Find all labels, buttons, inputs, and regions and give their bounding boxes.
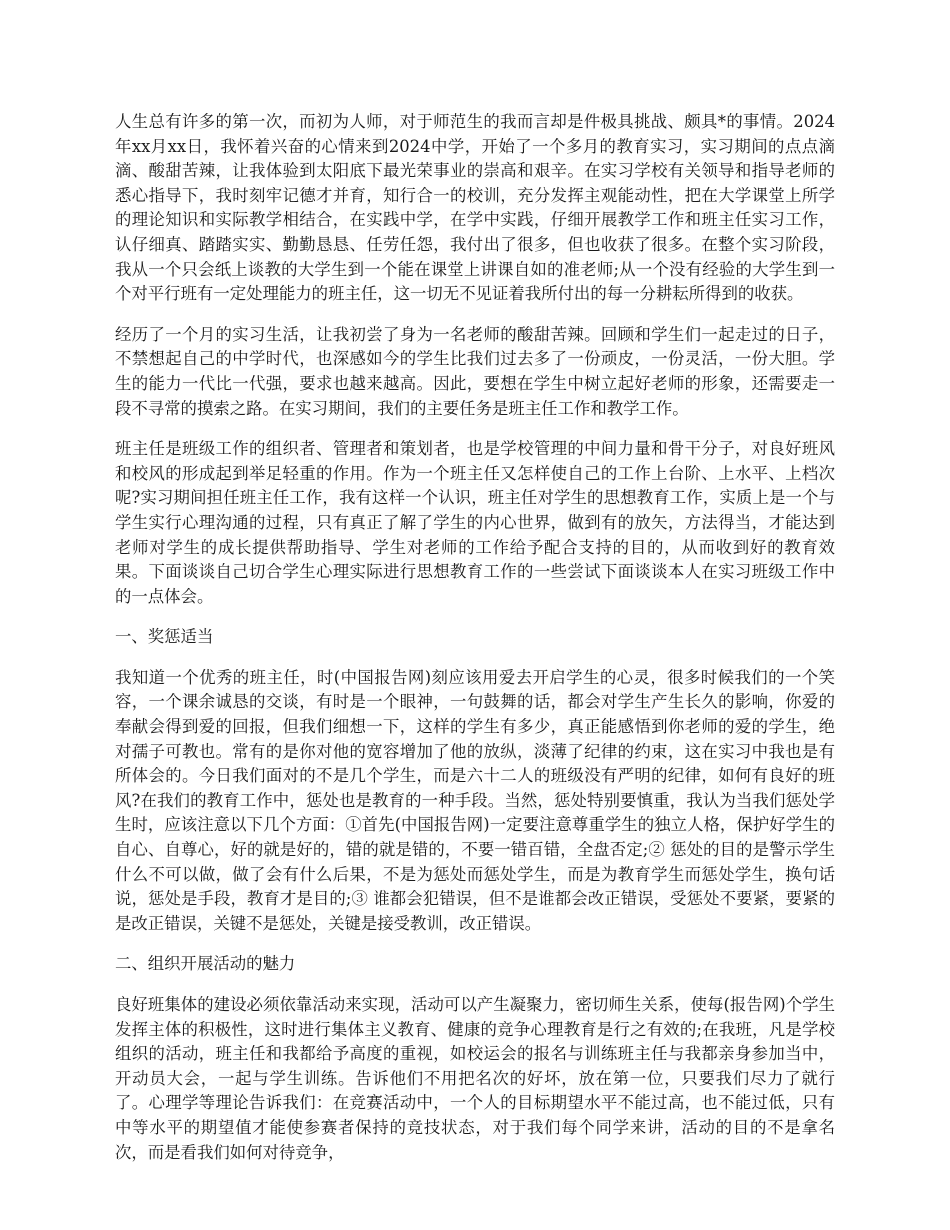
paragraph-activities: 良好班集体的建设必须依靠活动来实现，活动可以产生凝聚力，密切师生关系，使每(报告网)个学生发挥主体的积极性，这时进行集体主义教育、健康的竞争心理教育是行之有效的;在我班，凡是学校组织的活动，班主任和我都给予高度的重视，如校运会的报名与训练班主任与我都亲身参加当中，开动员大会，一起与学生训练。告诉他们不用把名次的好坏，放在第一位，只要我们尽力了就行了。心理学等理论告诉我们：在竞赛活动中，一个人的目标期望水平不能过高，也不能过低，只有中等水平的期望值才能使参赛者保持的竞技状态，对于我们每个同学来讲，活动的目的不是拿名次，而是看我们如何对待竞争， <box>115 995 835 1162</box>
section-heading-rewards-punishment: 一、奖惩适当 <box>115 627 214 647</box>
paragraph-class-teacher-role: 班主任是班级工作的组织者、管理者和策划者，也是学校管理的中间力量和骨干分子，对良好班风和校风的形成起到举足轻重的作用。作为一个班主任又怎样使自己的工作上台阶、上水平、上档次呢?实习期间担任班主任工作，我有这样一个认识，班主任对学生的思想教育工作，实质上是一个与学生实行心理沟通的过程，只有真正了解了学生的内心世界，做到有的放矢，方法得当，才能达到老师对学生的成长提供帮助指导、学生对老师的工作给予配合支持的目的，从而收到好的教育效果。下面谈谈自己切合学生心理实际进行思想教育工作的一些尝试下面谈谈本人在实习班级工作中的一点体会。 <box>115 439 835 606</box>
paragraph-rewards-punishment: 我知道一个优秀的班主任，时(中国报告网)刻应该用爱去开启学生的心灵，很多时候我们的一个笑容，一个课余诚恳的交谈，有时是一个眼神，一句鼓舞的话，都会对学生产生长久的影响，你爱的奉献会得到爱的回报，但我们细想一下，这样的学生有多少，真正能感悟到你老师的爱的学生，绝对孺子可教也。常有的是你对他的宽容增加了他的放纵，淡薄了纪律的约束，这在实习中我也是有所体会的。今日我们面对的不是几个学生，而是六十二人的班级没有严明的纪律，如何有良好的班风?在我们的教育工作中，惩处也是教育的一种手段。当然，惩处特别要慎重，我认为当我们惩处学生时，应该注意以下几个方面：①首先(中国报告网)一定要注意尊重学生的独立人格，保护好学生的自心、自尊心，好的就是好的，错的就是错的，不要一错百错，全盘否定;② 惩处的目的是警示学生什么不可以做，做了会有什么后果，不是为惩处而惩处学生，而是为教育学生而惩处学生，换句话说，惩处是手段，教育才是目的;③ 谁都会犯错误，但不是谁都会改正错误，受惩处不要紧，要紧的是改正错误，关键不是惩处，关键是接受教训，改正错误。 <box>115 667 835 933</box>
paragraph-intro: 人生总有许多的第一次，而初为人师，对于师范生的我而言却是件极具挑战、颇具*的事情。2024年xx月xx日，我怀着兴奋的心情来到2024中学，开始了一个多月的教育实习，实习期间的点点滴滴、酸甜苦辣，让我体验到太阳底下最光荣事业的崇高和艰辛。在实习学校有关领导和指导老师的悉心指导下，我时刻牢记德才并育，知行合一的校训，充分发挥主观能动性，把在大学课堂上所学的理论知识和实际教学相结合，在实践中学，在学中实践，仔细开展教学工作和班主任实习工作，认仔细真、踏踏实实、勤勤恳恳、任劳任怨，我付出了很多，但也收获了很多。在整个实习阶段，我从一个只会纸上谈教的大学生到一个能在课堂上讲课自如的准老师;从一个没有经验的大学生到一个对平行班有一定处理能力的班主任，这一切无不见证着我所付出的每一分耕耘所得到的收获。 <box>115 112 835 304</box>
paragraph-internship-experience: 经历了一个月的实习生活，让我初尝了身为一名老师的酸甜苦辣。回顾和学生们一起走过的日子，不禁想起自己的中学时代，也深感如今的学生比我们过去多了一份顽皮，一份灵活，一份大胆。学生的能力一代比一代强，要求也越来越高。因此，要想在学生中树立起好老师的形象，还需要走一段不寻常的摸索之路。在实习期间，我们的主要任务是班主任工作和教学工作。 <box>115 324 835 418</box>
section-heading-activities: 二、组织开展活动的魅力 <box>115 954 296 974</box>
